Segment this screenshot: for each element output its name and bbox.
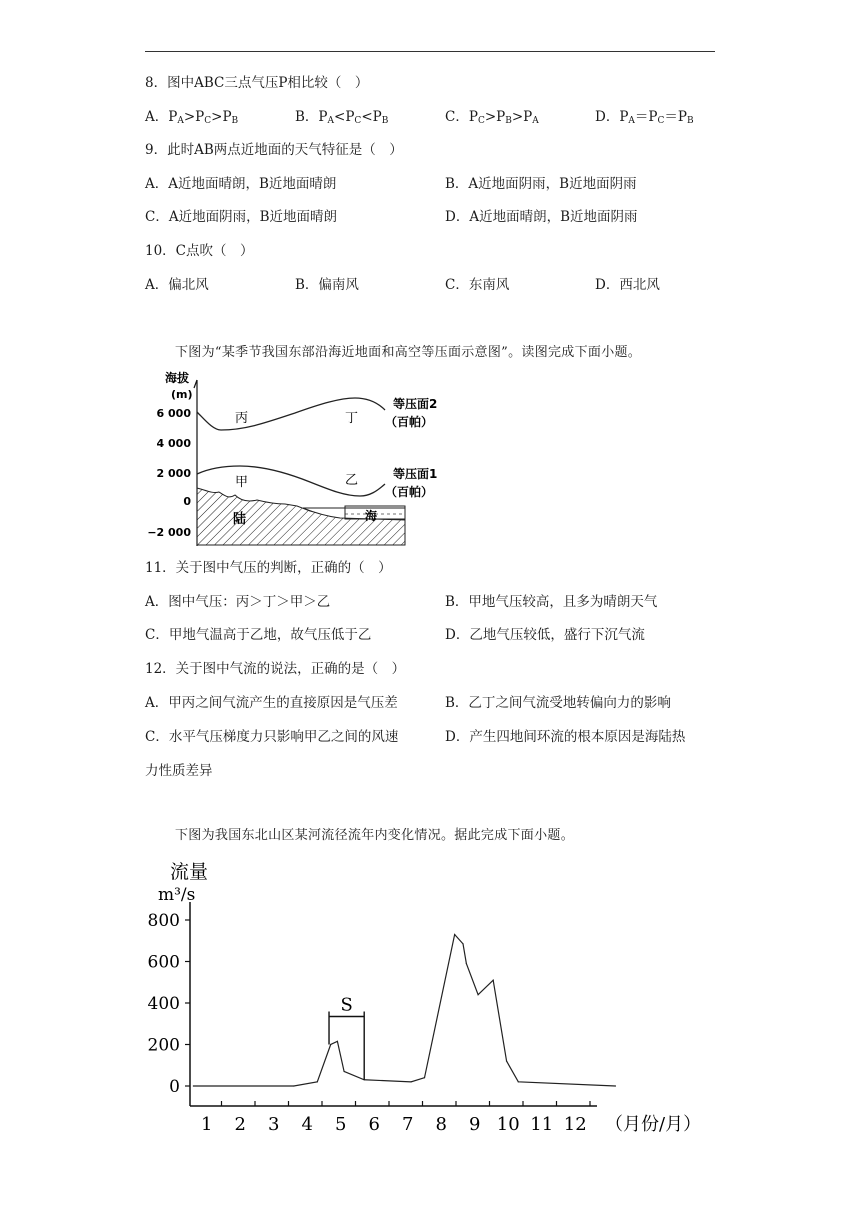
label-yi: 乙: [345, 473, 359, 488]
intro-figure-1: 下图为“某季节我国东部沿海近地面和高空等压面示意图”。读图完成下面小题。: [175, 345, 642, 360]
x-tick-label: 4: [301, 1114, 313, 1135]
x-tick-label: 1: [201, 1114, 213, 1135]
x-tick-label: 7: [402, 1114, 414, 1135]
data-point: [424, 1077, 425, 1078]
question-10-stem: 10．C点吹（ ）: [145, 243, 254, 259]
label-sea: 海: [365, 509, 378, 523]
figure1-tick-0: 0: [183, 495, 191, 508]
label-jia: 甲: [235, 475, 249, 490]
x-tick-label: 5: [335, 1114, 347, 1135]
top-rule: [145, 51, 715, 52]
q12-option-d[interactable]: D．产生四地间环流的根本原因是海陆热: [445, 729, 686, 745]
q12-option-d-wrap: 力性质差异: [145, 763, 213, 779]
q10-option-c[interactable]: C．东南风: [445, 277, 510, 293]
q10-option-b[interactable]: B．偏南风: [295, 277, 359, 293]
data-point: [466, 963, 467, 964]
figure1-tick-neg2000: −2 000: [147, 526, 191, 539]
y-tick-label: 400: [147, 994, 180, 1014]
y-tick-label: 200: [147, 1035, 180, 1056]
label-land: 陆: [233, 512, 247, 527]
intro-figure-2: 下图为我国东北山区某河流径流年内变化情况。据此完成下面小题。: [175, 828, 575, 843]
q8-option-a[interactable]: A．$P_A>P_C>P_B$: [145, 109, 239, 126]
label-bing: 丙: [235, 411, 249, 426]
data-point: [411, 1081, 412, 1082]
y-tick-label: 800: [147, 911, 180, 931]
data-point: [454, 934, 455, 935]
data-point: [193, 1085, 194, 1086]
data-point: [518, 1081, 519, 1082]
figure1-ylabel: 海拔: [165, 371, 190, 385]
season-label-s: S: [340, 994, 353, 1016]
data-point: [337, 1041, 338, 1042]
q9-option-a[interactable]: A．A近地面晴朗，B近地面晴朗: [145, 176, 337, 192]
figure1-tick-6000: 6 000: [156, 407, 191, 420]
q12-option-a[interactable]: A．甲丙之间气流产生的直接原因是气压差: [145, 695, 398, 711]
q10-option-d[interactable]: D．西北风: [595, 277, 660, 293]
chart-ylabel: 流量: [170, 861, 209, 883]
x-tick-label: 11: [530, 1114, 554, 1135]
chart-ylabel-unit: m³/s: [158, 885, 196, 905]
q9-option-b[interactable]: B．A近地面阴雨，B近地面阴雨: [445, 176, 637, 192]
surface2-name: 等压面2: [393, 397, 438, 411]
figure1-ylabel-unit: (m): [171, 388, 193, 401]
surface2-unit: （百帕）: [385, 415, 434, 429]
y-tick-label: 0: [169, 1077, 180, 1097]
figure1-tick-4000: 4 000: [156, 437, 191, 450]
data-point: [462, 943, 463, 944]
runoff-line: [193, 935, 615, 1086]
x-tick-label: 6: [368, 1114, 380, 1135]
runoff-chart: [140, 850, 730, 1140]
isobaric-surface-figure: [145, 368, 455, 553]
x-tick-label: 3: [268, 1114, 280, 1135]
data-point: [317, 1081, 318, 1082]
question-12-stem: 12．关于图中气流的说法，正确的是（ ）: [145, 661, 406, 677]
q10-option-a[interactable]: A．偏北风: [145, 277, 209, 293]
x-tick-label: 12: [563, 1114, 587, 1135]
q11-option-b[interactable]: B．甲地气压较高，且多为晴朗天气: [445, 594, 658, 610]
data-point: [506, 1061, 507, 1062]
q8-option-b[interactable]: B．$P_A<P_C<P_B$: [295, 109, 389, 126]
data-point: [344, 1071, 345, 1072]
surface1-unit: （百帕）: [385, 485, 434, 499]
q12-option-b[interactable]: B．乙丁之间气流受地转偏向力的影响: [445, 695, 671, 711]
x-tick-label: 8: [435, 1114, 447, 1135]
q11-option-c[interactable]: C．甲地气温高于乙地，故气压低于乙: [145, 627, 372, 643]
q9-option-d[interactable]: D．A近地面晴朗，B近地面阴雨: [445, 209, 638, 225]
question-11-stem: 11．关于图中气压的判断，正确的（ ）: [145, 560, 392, 576]
q11-option-d[interactable]: D．乙地气压较低，盛行下沉气流: [445, 627, 645, 643]
question-9-stem: 9．此时AB两点近地面的天气特征是（ ）: [145, 142, 403, 158]
data-point: [330, 1044, 331, 1045]
q8-option-d[interactable]: D．$P_A=P_C=P_B$: [595, 109, 694, 126]
label-ding: 丁: [345, 411, 359, 426]
x-tick-label: 9: [469, 1114, 481, 1135]
figure1-tick-2000: 2 000: [156, 467, 191, 480]
q11-option-a[interactable]: A．图中气压：丙＞丁＞甲＞乙: [145, 594, 331, 610]
question-8-stem: 8．图中ABC三点气压P相比较（ ）: [145, 75, 369, 91]
x-tick-label: 10: [496, 1114, 520, 1135]
surface1-name: 等压面1: [393, 467, 438, 481]
data-point: [615, 1085, 616, 1086]
data-point: [493, 980, 494, 981]
q9-option-c[interactable]: C．A近地面阴雨，B近地面晴朗: [145, 209, 337, 225]
x-tick-label: 2: [234, 1114, 246, 1135]
data-point: [293, 1085, 294, 1086]
y-tick-label: 600: [147, 952, 180, 973]
q12-option-c[interactable]: C．水平气压梯度力只影响甲乙之间的风速: [145, 729, 399, 745]
data-point: [478, 994, 479, 995]
chart-xlabel: （月份/月）: [605, 1114, 702, 1135]
q8-option-c[interactable]: C．$P_C>P_B>P_A$: [445, 109, 539, 126]
